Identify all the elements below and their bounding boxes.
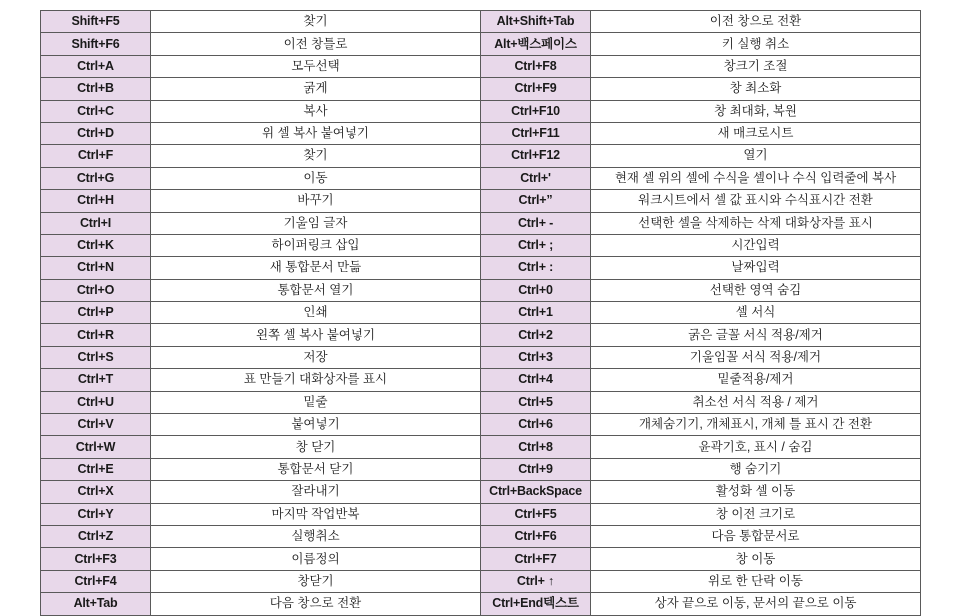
shortcut-description-cell: 창 최대화, 복원 xyxy=(591,100,921,122)
shortcut-description-cell: 선택한 영역 숨김 xyxy=(591,279,921,301)
shortcut-key-cell: Ctrl+R xyxy=(41,324,151,346)
table-row xyxy=(41,570,921,592)
shortcut-key-cell: Ctrl+ : xyxy=(481,257,591,279)
shortcut-key-cell: Ctrl+3 xyxy=(481,346,591,368)
shortcut-key-cell: Ctrl+8 xyxy=(481,436,591,458)
table-row xyxy=(41,257,921,279)
table-row xyxy=(41,11,921,33)
shortcut-description-cell: 창크기 조절 xyxy=(591,55,921,77)
shortcut-description-cell: 굵게 xyxy=(151,78,481,100)
shortcut-description-cell: 창 이동 xyxy=(591,548,921,570)
shortcut-key-cell: Ctrl+G xyxy=(41,167,151,189)
shortcut-key-cell: Ctrl+4 xyxy=(481,369,591,391)
shortcut-key-cell: Alt+백스페이스 xyxy=(481,33,591,55)
shortcut-description-cell: 취소선 서식 적용 / 제거 xyxy=(591,391,921,413)
shortcut-key-cell: Ctrl+C xyxy=(41,100,151,122)
shortcut-key-cell: Ctrl+U xyxy=(41,391,151,413)
shortcut-description-cell: 새 매크로시트 xyxy=(591,122,921,144)
shortcut-description-cell: 위로 한 단락 이동 xyxy=(591,570,921,592)
shortcut-key-cell: Shift+F6 xyxy=(41,33,151,55)
table-row xyxy=(41,369,921,391)
shortcut-description-cell: 행 숨기기 xyxy=(591,458,921,480)
shortcut-description-cell: 시간입력 xyxy=(591,234,921,256)
shortcut-key-cell: Ctrl+D xyxy=(41,122,151,144)
table-row xyxy=(41,548,921,570)
shortcut-key-cell: Ctrl+' xyxy=(481,167,591,189)
shortcut-description-cell: 새 통합문서 만듦 xyxy=(151,257,481,279)
shortcut-description-cell: 개체숨기기, 개체표시, 개체 틀 표시 간 전환 xyxy=(591,414,921,436)
shortcut-description-cell: 기울임 글자 xyxy=(151,212,481,234)
shortcut-key-cell: Ctrl+F10 xyxy=(481,100,591,122)
shortcut-description-cell: 열기 xyxy=(591,145,921,167)
shortcut-description-cell: 저장 xyxy=(151,346,481,368)
table-row xyxy=(41,100,921,122)
shortcut-key-cell: Ctrl+N xyxy=(41,257,151,279)
shortcut-key-cell: Ctrl+5 xyxy=(481,391,591,413)
shortcut-description-cell: 다음 창으로 전환 xyxy=(151,593,481,615)
shortcut-description-cell: 창닫기 xyxy=(151,570,481,592)
table-row xyxy=(41,414,921,436)
shortcut-description-cell: 굵은 글꼴 서식 적용/제거 xyxy=(591,324,921,346)
shortcut-description-cell: 셀 서식 xyxy=(591,302,921,324)
shortcut-description-cell: 통합문서 닫기 xyxy=(151,458,481,480)
shortcut-description-cell: 하이퍼링크 삽입 xyxy=(151,234,481,256)
shortcut-key-cell: Ctrl+S xyxy=(41,346,151,368)
shortcut-key-cell: Ctrl+F5 xyxy=(481,503,591,525)
shortcut-description-cell: 창 이전 크기로 xyxy=(591,503,921,525)
shortcut-key-cell: Ctrl+F3 xyxy=(41,548,151,570)
shortcut-description-cell: 창 닫기 xyxy=(151,436,481,458)
shortcut-description-cell: 잘라내기 xyxy=(151,481,481,503)
shortcut-key-cell: Ctrl+F8 xyxy=(481,55,591,77)
shortcut-description-cell: 밑줄 xyxy=(151,391,481,413)
shortcuts-table xyxy=(40,10,921,616)
shortcut-description-cell: 워크시트에서 셀 값 표시와 수식표시간 전환 xyxy=(591,190,921,212)
shortcut-key-cell: Ctrl+F7 xyxy=(481,548,591,570)
shortcut-key-cell: Ctrl+F12 xyxy=(481,145,591,167)
shortcut-key-cell: Ctrl+A xyxy=(41,55,151,77)
shortcut-description-cell: 왼쪽 셀 복사 붙여넣기 xyxy=(151,324,481,346)
shortcut-description-cell: 이동 xyxy=(151,167,481,189)
shortcut-key-cell: Ctrl+0 xyxy=(481,279,591,301)
shortcut-key-cell: Ctrl+B xyxy=(41,78,151,100)
table-row xyxy=(41,122,921,144)
shortcut-description-cell: 활성화 셀 이동 xyxy=(591,481,921,503)
shortcut-description-cell: 마지막 작업반복 xyxy=(151,503,481,525)
shortcut-key-cell: Ctrl+Z xyxy=(41,525,151,547)
shortcuts-table-body xyxy=(41,11,921,616)
table-row xyxy=(41,33,921,55)
table-row xyxy=(41,302,921,324)
shortcut-key-cell: Shift+F5 xyxy=(41,11,151,33)
table-row xyxy=(41,190,921,212)
shortcut-key-cell: Ctrl+V xyxy=(41,414,151,436)
shortcut-description-cell: 창 최소화 xyxy=(591,78,921,100)
shortcut-description-cell: 기울임꼴 서식 적용/제거 xyxy=(591,346,921,368)
shortcut-key-cell: Ctrl+K xyxy=(41,234,151,256)
shortcut-description-cell: 위 셀 복사 붙여넣기 xyxy=(151,122,481,144)
shortcut-description-cell: 인쇄 xyxy=(151,302,481,324)
shortcut-key-cell: Ctrl+” xyxy=(481,190,591,212)
shortcut-description-cell: 날짜입력 xyxy=(591,257,921,279)
shortcut-description-cell: 이전 창으로 전환 xyxy=(591,11,921,33)
table-row xyxy=(41,78,921,100)
table-row xyxy=(41,503,921,525)
shortcut-description-cell: 찾기 xyxy=(151,145,481,167)
shortcut-key-cell: Ctrl+E xyxy=(41,458,151,480)
shortcut-key-cell: Ctrl+W xyxy=(41,436,151,458)
shortcut-key-cell: Ctrl+F4 xyxy=(41,570,151,592)
table-row xyxy=(41,234,921,256)
shortcut-key-cell: Ctrl+ - xyxy=(481,212,591,234)
shortcut-description-cell: 표 만들기 대화상자를 표시 xyxy=(151,369,481,391)
shortcut-description-cell: 실행취소 xyxy=(151,525,481,547)
shortcut-key-cell: Ctrl+F6 xyxy=(481,525,591,547)
shortcut-key-cell: Ctrl+1 xyxy=(481,302,591,324)
shortcut-description-cell: 다음 통합문서로 xyxy=(591,525,921,547)
shortcut-description-cell: 바꾸기 xyxy=(151,190,481,212)
table-row xyxy=(41,212,921,234)
table-row xyxy=(41,593,921,615)
shortcut-description-cell: 선택한 셀을 삭제하는 삭제 대화상자를 표시 xyxy=(591,212,921,234)
shortcut-description-cell: 통합문서 열기 xyxy=(151,279,481,301)
shortcut-description-cell: 모두선택 xyxy=(151,55,481,77)
shortcut-description-cell: 키 실행 취소 xyxy=(591,33,921,55)
shortcut-key-cell: Ctrl+ ↑ xyxy=(481,570,591,592)
shortcut-key-cell: Ctrl+2 xyxy=(481,324,591,346)
shortcut-key-cell: Ctrl+F11 xyxy=(481,122,591,144)
shortcut-description-cell: 이름정의 xyxy=(151,548,481,570)
table-row xyxy=(41,391,921,413)
table-row xyxy=(41,346,921,368)
shortcut-key-cell: Ctrl+P xyxy=(41,302,151,324)
shortcut-key-cell: Ctrl+O xyxy=(41,279,151,301)
shortcut-key-cell: Ctrl+Y xyxy=(41,503,151,525)
shortcut-key-cell: Ctrl+F9 xyxy=(481,78,591,100)
table-row xyxy=(41,436,921,458)
table-row xyxy=(41,279,921,301)
table-row xyxy=(41,167,921,189)
shortcut-key-cell: Ctrl+End텍스트 xyxy=(481,593,591,615)
shortcut-description-cell: 윤곽기호, 표시 / 숨김 xyxy=(591,436,921,458)
shortcut-key-cell: Ctrl+H xyxy=(41,190,151,212)
shortcut-description-cell: 복사 xyxy=(151,100,481,122)
shortcut-description-cell: 현재 셀 위의 셀에 수식을 셀이나 수식 입력줄에 복사 xyxy=(591,167,921,189)
shortcut-description-cell: 붙여넣기 xyxy=(151,414,481,436)
shortcut-description-cell: 이전 창틀로 xyxy=(151,33,481,55)
table-row xyxy=(41,55,921,77)
table-row xyxy=(41,324,921,346)
shortcut-key-cell: Alt+Tab xyxy=(41,593,151,615)
shortcut-key-cell: Ctrl+T xyxy=(41,369,151,391)
table-row xyxy=(41,458,921,480)
table-row xyxy=(41,525,921,547)
shortcut-key-cell: Ctrl+I xyxy=(41,212,151,234)
shortcut-key-cell: Ctrl+ ; xyxy=(481,234,591,256)
table-row xyxy=(41,145,921,167)
shortcut-key-cell: Ctrl+BackSpace xyxy=(481,481,591,503)
shortcut-description-cell: 밑줄적용/제거 xyxy=(591,369,921,391)
shortcut-key-cell: Alt+Shift+Tab xyxy=(481,11,591,33)
shortcut-key-cell: Ctrl+9 xyxy=(481,458,591,480)
table-row xyxy=(41,481,921,503)
shortcut-description-cell: 찾기 xyxy=(151,11,481,33)
shortcut-key-cell: Ctrl+6 xyxy=(481,414,591,436)
shortcut-key-cell: Ctrl+F xyxy=(41,145,151,167)
shortcut-key-cell: Ctrl+X xyxy=(41,481,151,503)
shortcut-description-cell: 상자 끝으로 이동, 문서의 끝으로 이동 xyxy=(591,593,921,615)
